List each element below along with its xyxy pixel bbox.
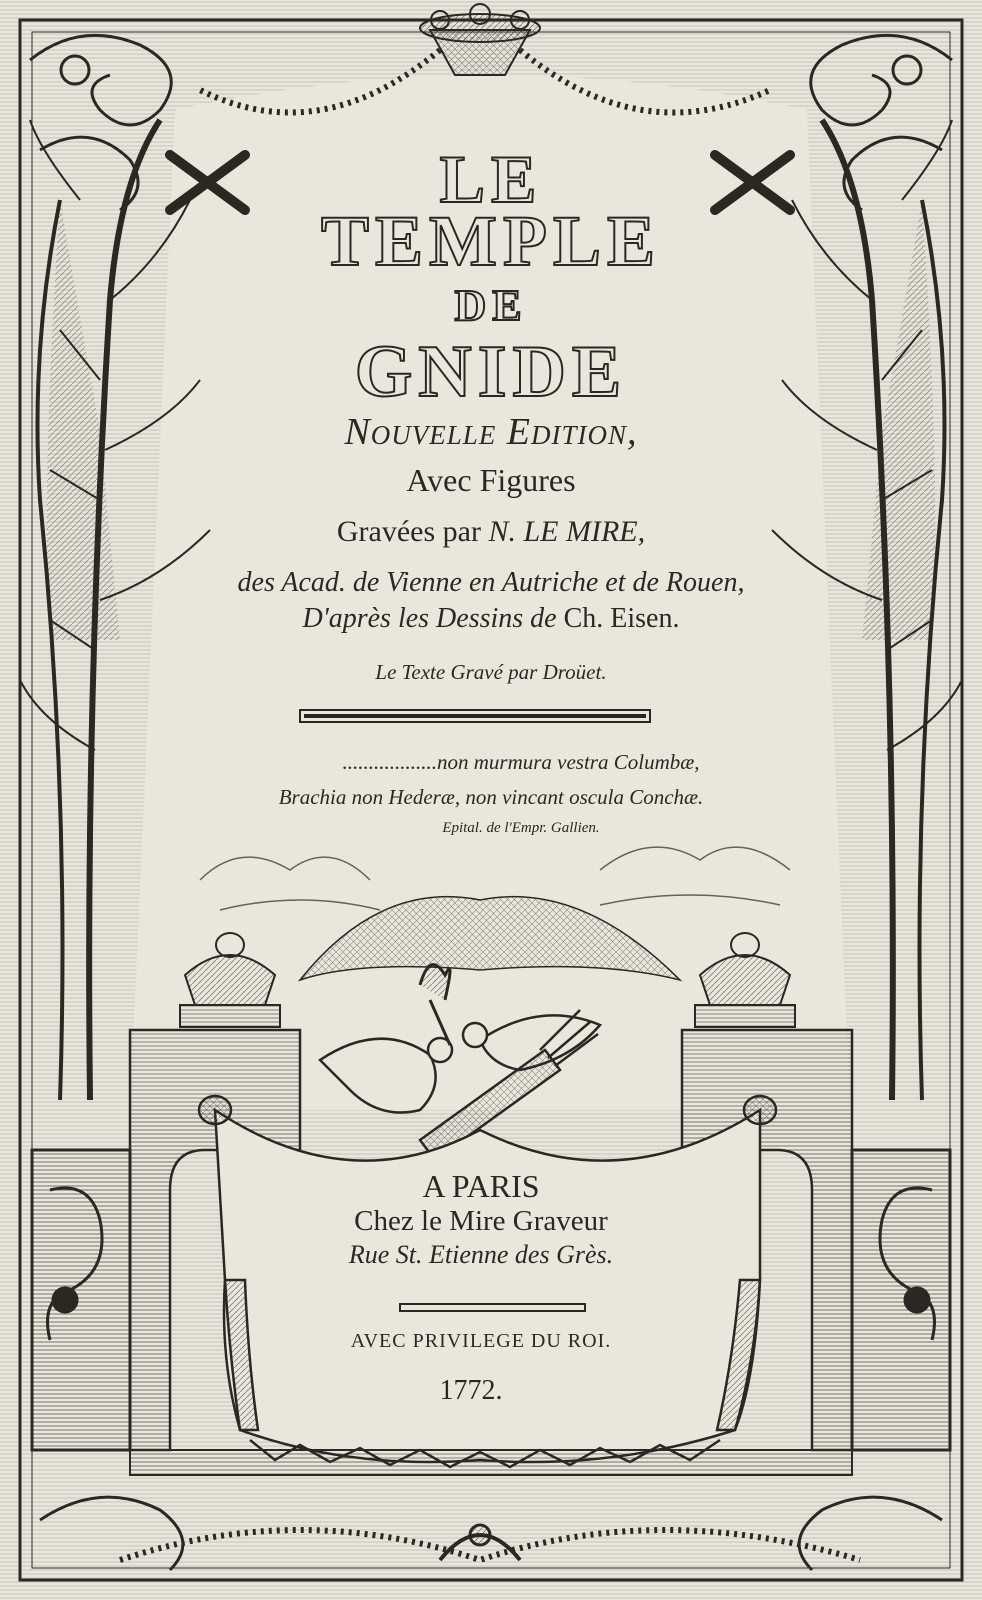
engraver-name: N. LE MIRE, xyxy=(488,515,646,548)
imprint-year: 1772. xyxy=(439,1375,503,1406)
drapery xyxy=(199,1096,776,1467)
title-gnide: GNIDE xyxy=(354,331,628,413)
title-de: DE xyxy=(454,281,528,330)
epigraph-source: Epital. de l'Empr. Gallien. xyxy=(442,820,600,836)
title-le: LE xyxy=(439,141,543,217)
imprint-city: A PARIS xyxy=(422,1168,540,1204)
imprint-publisher: Chez le Mire Graveur xyxy=(354,1205,608,1237)
epigraph-line-2: Brachia non Hederæ, non vincant oscula Conchæ. xyxy=(278,785,704,809)
epigraph-line-1: ..................non murmura vestra Columbæ, xyxy=(342,750,700,774)
subtitle-avec-figures: Avec Figures xyxy=(406,462,576,498)
subtitle-designer-line xyxy=(0,603,982,635)
subtitle-engraver-line xyxy=(0,515,982,549)
subtitle-academies: des Acad. de Vienne en Autriche et de Rouen, xyxy=(237,567,745,598)
imprint-address: Rue St. Etienne des Grès. xyxy=(348,1240,614,1269)
designer-name: Ch. Eisen. xyxy=(563,603,680,634)
title-temple: TEMPLE xyxy=(320,201,662,281)
designer-prefix: D'après les Dessins de xyxy=(302,603,557,634)
imprint-privilege: AVEC PRIVILEGE DU ROI. xyxy=(350,1330,612,1352)
subtitle-text-engraver: Le Texte Gravé par Droüet. xyxy=(375,660,607,684)
edition-line: Nouvelle Edition, xyxy=(344,411,638,453)
engraver-prefix: Gravées par xyxy=(336,515,481,548)
